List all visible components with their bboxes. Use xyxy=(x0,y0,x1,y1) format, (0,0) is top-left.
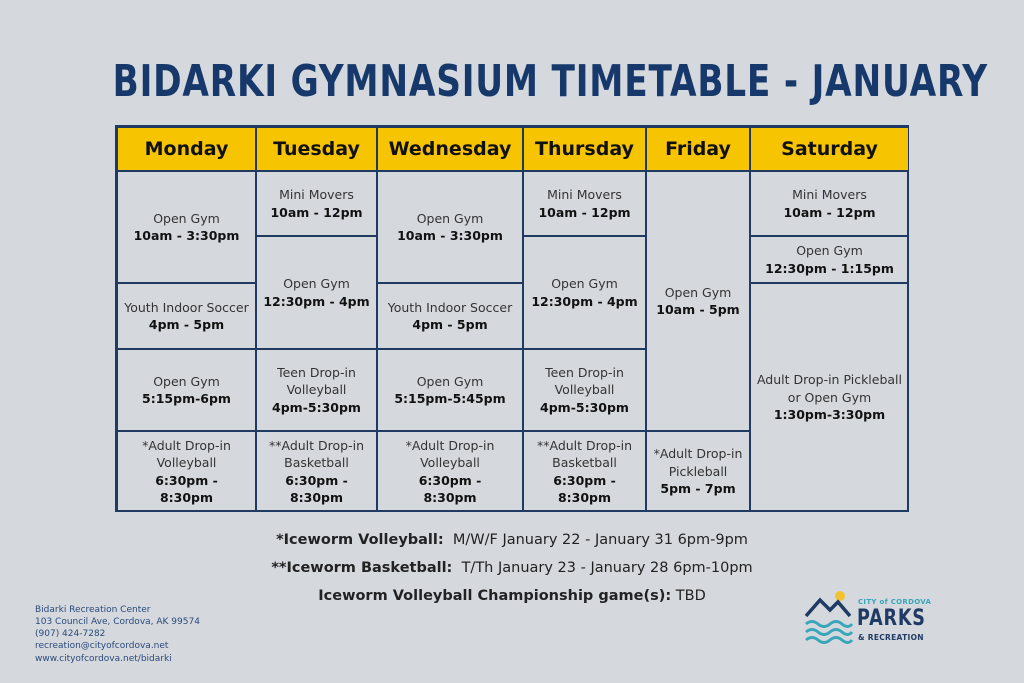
session-name: Open Gym xyxy=(283,276,350,291)
session-name: *Adult Drop-in Pickleball xyxy=(653,446,743,479)
session-time: 5pm - 7pm xyxy=(660,481,736,497)
session-time: 10am - 5pm xyxy=(656,302,740,317)
session-cell xyxy=(646,171,750,431)
session-name: **Adult Drop-in Basketball xyxy=(268,437,364,470)
day-header-tuesday: Tuesday xyxy=(256,127,377,171)
session-time: 5:15pm-6pm xyxy=(142,391,231,406)
day-header-wednesday: Wednesday xyxy=(377,127,523,171)
session-name: Adult Drop-in Pickleball or Open Gym xyxy=(756,372,903,405)
phone: (907) 424-7282 xyxy=(35,629,106,640)
session-name: Open Gym xyxy=(551,276,618,291)
session-cell xyxy=(750,236,909,283)
day-header-saturday: Saturday xyxy=(750,127,909,171)
note-text: TBD xyxy=(675,588,706,604)
session-cell xyxy=(646,431,750,512)
session-time: 5:15pm-5:45pm xyxy=(394,391,506,406)
page-title: BIDARKI GYMNASIUM TIMETABLE - JANUARY xyxy=(112,56,988,107)
session-cell xyxy=(377,171,523,283)
session-time: 6:30pm - 8:30pm xyxy=(155,472,218,505)
session-cell xyxy=(256,171,377,236)
session-name: Mini Movers xyxy=(792,187,867,202)
logo-recreation-text: & RECREATION xyxy=(858,633,924,642)
session-name: Youth Indoor Soccer xyxy=(124,299,249,315)
session-name: Teen Drop-in Volleyball xyxy=(277,364,356,398)
note-line xyxy=(0,532,1024,548)
org-name: Bidarki Recreation Center xyxy=(35,605,151,615)
session-name: Teen Drop-in Volleyball xyxy=(545,364,624,398)
day-header-friday: Friday xyxy=(646,127,750,171)
session-cell xyxy=(117,283,256,349)
session-cell xyxy=(523,349,646,431)
session-name: Mini Movers xyxy=(547,187,622,202)
session-name: Open Gym xyxy=(664,284,732,300)
session-time: 10am - 3:30pm xyxy=(133,228,240,243)
session-time: 12:30pm - 1:15pm xyxy=(765,260,894,276)
session-cell xyxy=(117,171,256,283)
note-label: Iceworm Volleyball Championship game(s): xyxy=(318,588,672,604)
session-cell xyxy=(377,431,523,512)
session-name: *Adult Drop-in Volleyball xyxy=(142,437,231,470)
contact-info xyxy=(35,604,200,665)
session-time: 4pm-5:30pm xyxy=(272,399,361,415)
session-time: 4pm - 5pm xyxy=(148,317,225,332)
session-time: 10am - 12pm xyxy=(538,204,631,220)
session-time: 4pm-5:30pm xyxy=(540,399,629,415)
session-cell xyxy=(256,349,377,431)
session-name: Open Gym xyxy=(416,373,484,389)
session-cell xyxy=(377,283,523,349)
session-name: Mini Movers xyxy=(279,187,354,202)
session-name: Open Gym xyxy=(153,210,220,226)
session-time: 10am - 12pm xyxy=(270,204,363,220)
logo-city-text: CITY of CORDOVA xyxy=(858,598,932,606)
session-cell xyxy=(750,283,909,512)
day-header-thursday: Thursday xyxy=(523,127,646,171)
session-time: 1:30pm-3:30pm xyxy=(773,407,886,423)
parks-recreation-logo xyxy=(804,588,944,648)
note-text: M/W/F January 22 - January 31 6pm-9pm xyxy=(452,532,748,548)
note-label: **Iceworm Basketball: xyxy=(271,560,453,576)
session-time: 12:30pm - 4pm xyxy=(263,293,370,309)
website-link[interactable]: www.cityofcordova.net/bidarki xyxy=(35,653,172,664)
session-cell xyxy=(117,431,256,512)
session-time: 12:30pm - 4pm xyxy=(531,293,638,309)
email-link[interactable]: recreation@cityofcordova.net xyxy=(35,641,169,652)
session-cell xyxy=(377,349,523,431)
session-time: 6:30pm - 8:30pm xyxy=(285,472,348,505)
session-name: Open Gym xyxy=(153,373,220,389)
session-cell xyxy=(523,171,646,236)
timetable-grid xyxy=(115,125,909,512)
session-time: 6:30pm - 8:30pm xyxy=(553,472,616,505)
session-time: 10am - 3:30pm xyxy=(397,228,503,243)
session-cell xyxy=(523,431,646,512)
session-cell xyxy=(117,349,256,431)
session-cell xyxy=(750,171,909,236)
session-name: Youth Indoor Soccer xyxy=(387,299,513,315)
address: 103 Council Ave, Cordova, AK 99574 xyxy=(35,617,200,628)
session-cell xyxy=(523,236,646,349)
session-cell xyxy=(256,431,377,512)
session-time: 10am - 12pm xyxy=(783,204,876,220)
session-time: 6:30pm - 8:30pm xyxy=(418,472,482,505)
session-cell xyxy=(256,236,377,349)
day-header-monday: Monday xyxy=(117,127,256,171)
session-name: *Adult Drop-in Volleyball xyxy=(405,437,495,470)
note-text: T/Th January 23 - January 28 6pm-10pm xyxy=(461,560,753,576)
session-name: **Adult Drop-in Basketball xyxy=(536,437,632,470)
session-name: Open Gym xyxy=(416,210,484,226)
note-label: *Iceworm Volleyball: xyxy=(276,532,444,548)
note-line xyxy=(0,560,1024,576)
logo-parks-text: PARKS xyxy=(857,606,926,631)
session-name: Open Gym xyxy=(796,243,863,258)
session-time: 4pm - 5pm xyxy=(412,317,488,332)
